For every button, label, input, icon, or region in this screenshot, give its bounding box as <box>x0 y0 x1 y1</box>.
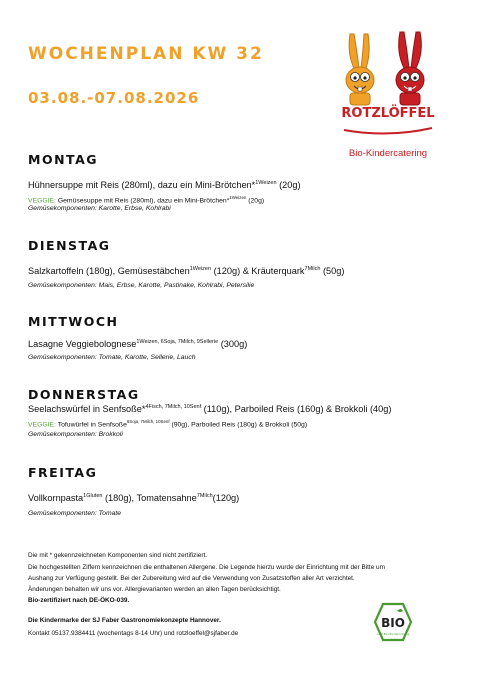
components-mittwoch: Gemüsekomponenten: Tomate, Karotte, Sellerie, Lauch <box>28 354 196 361</box>
allergen-sup: 1Weizen, 6Soja, 7Milch, 9Sellerie <box>136 339 219 345</box>
brand-subtitle: Bio-Kindercatering <box>348 148 428 159</box>
date-range: 03.08.-07.08.2026 <box>28 89 200 107</box>
dish-text: Seelachswürfel in Senfsoße* <box>28 404 146 415</box>
veggie-label: VEGGIE: <box>28 197 56 205</box>
brand-name: ROTZLÖFFEL <box>341 106 435 121</box>
veggie-text: Tofuwürfel in Senfsoße <box>57 421 127 429</box>
components-freitag: Gemüsekomponenten: Tomate <box>28 510 122 517</box>
veggie-label: VEGGIE: <box>28 421 56 429</box>
footer-note: Aushang zur Verfügung gestellt. Bei der Zubereitung wird auf die Verwendung von Zusatzstoffen aller Art verzichtet. <box>28 575 355 582</box>
dish-text: (180g), Tomatensahne <box>102 493 197 504</box>
allergen-sup: 1Weizen <box>229 195 247 200</box>
allergen-sup: 1Gluten <box>83 493 103 499</box>
allergen-sup: 4Fisch, 7Milch, 10Senf <box>145 404 202 410</box>
footer-note: Änderungen behalten wir uns vor. Allergievarianten werden an allen Tagen berücksichtigt. <box>28 586 281 593</box>
day-heading-donnerstag: DONNERSTAG <box>28 387 140 402</box>
dish-text: Vollkornpasta <box>28 493 84 504</box>
dish-text: (110g), Parboiled Reis (160g) & Brokkoli (40g) <box>201 404 392 415</box>
components-dienstag: Gemüsekomponenten: Mais, Erbse, Karotte, Pastinake, Kohlrabi, Petersilie <box>28 282 255 289</box>
footer-note: Die hochgestellten Ziffern kennzeichnen die enthaltenen Allergene. Die Legende hierzu wurde der Einrichtung mit der Bitte um <box>28 564 385 571</box>
footer-note: Die mit * gekennzeichneten Komponenten sind nicht zertifiziert. <box>28 552 208 559</box>
day-heading-montag: MONTAG <box>28 152 99 167</box>
brand-logo <box>338 30 438 168</box>
allergen-sup: 7Milch <box>304 266 321 272</box>
bio-seal-text: BIO <box>381 616 405 630</box>
veggie-text: (20g) <box>246 197 265 205</box>
veggie-text: Gemüsesuppe mit Reis (280ml), dazu ein Mini-Brötchen* <box>57 197 230 205</box>
allergen-sup: 6Soja, 7Milch, 10Senf <box>126 419 170 424</box>
bio-seal-subtext: nach EG-Öko-Verordnung <box>376 633 410 636</box>
components-montag: Gemüsekomponenten: Karotte, Erbse, Kohlrabi <box>28 205 171 212</box>
footer-certification: Bio-zertifiziert nach DE-ÖKO-039. <box>28 597 130 604</box>
two-rabbits-logo-icon <box>338 30 438 110</box>
dish-donnerstag <box>28 404 391 414</box>
dish-freitag <box>28 493 239 503</box>
components-donnerstag: Gemüsekomponenten: Brokkoli <box>28 431 123 438</box>
dish-dienstag <box>28 266 344 276</box>
allergen-sup: 1Weizen <box>255 180 277 186</box>
dish-text: (20g) <box>276 180 301 191</box>
veggie-montag <box>28 195 264 204</box>
dish-text: (120g) & Kräuterquark <box>211 266 305 277</box>
veggie-text: (90g), Parboiled Reis (180g) & Brokkoli (50g) <box>169 421 308 429</box>
allergen-sup: 7Milch <box>196 493 213 499</box>
dish-text: (120g) <box>212 493 240 504</box>
day-heading-dienstag: DIENSTAG <box>28 238 111 253</box>
allergen-sup: 1Weizen <box>189 266 212 272</box>
brand-underline-icon <box>338 124 438 138</box>
dish-text: Salzkartoffeln (180g), Gemüsestäbchen <box>28 266 190 277</box>
dish-text: (300g) <box>218 339 248 350</box>
veggie-donnerstag <box>28 419 307 428</box>
bio-seal <box>371 601 415 643</box>
dish-text: Lasagne Veggiebolognese <box>28 339 137 350</box>
dish-mittwoch <box>28 339 247 349</box>
dish-text: (50g) <box>320 266 345 277</box>
day-heading-mittwoch: MITTWOCH <box>28 314 119 329</box>
bio-seal-icon <box>371 601 415 643</box>
day-heading-freitag: FREITAG <box>28 465 98 480</box>
footer-contact: Kontakt 05137.9384411 (wochentags 8-14 Uhr) und rotzloeffel@sjfaber.de <box>28 630 239 637</box>
dish-montag <box>28 180 301 190</box>
page-title: WOCHENPLAN KW 32 <box>28 44 264 64</box>
footer-brand: Die Kindermarke der SJ Faber Gastronomiekonzepte Hannover. <box>28 617 221 624</box>
dish-text: Hühnersuppe mit Reis (280ml), dazu ein Mini-Brötchen* <box>28 180 256 191</box>
